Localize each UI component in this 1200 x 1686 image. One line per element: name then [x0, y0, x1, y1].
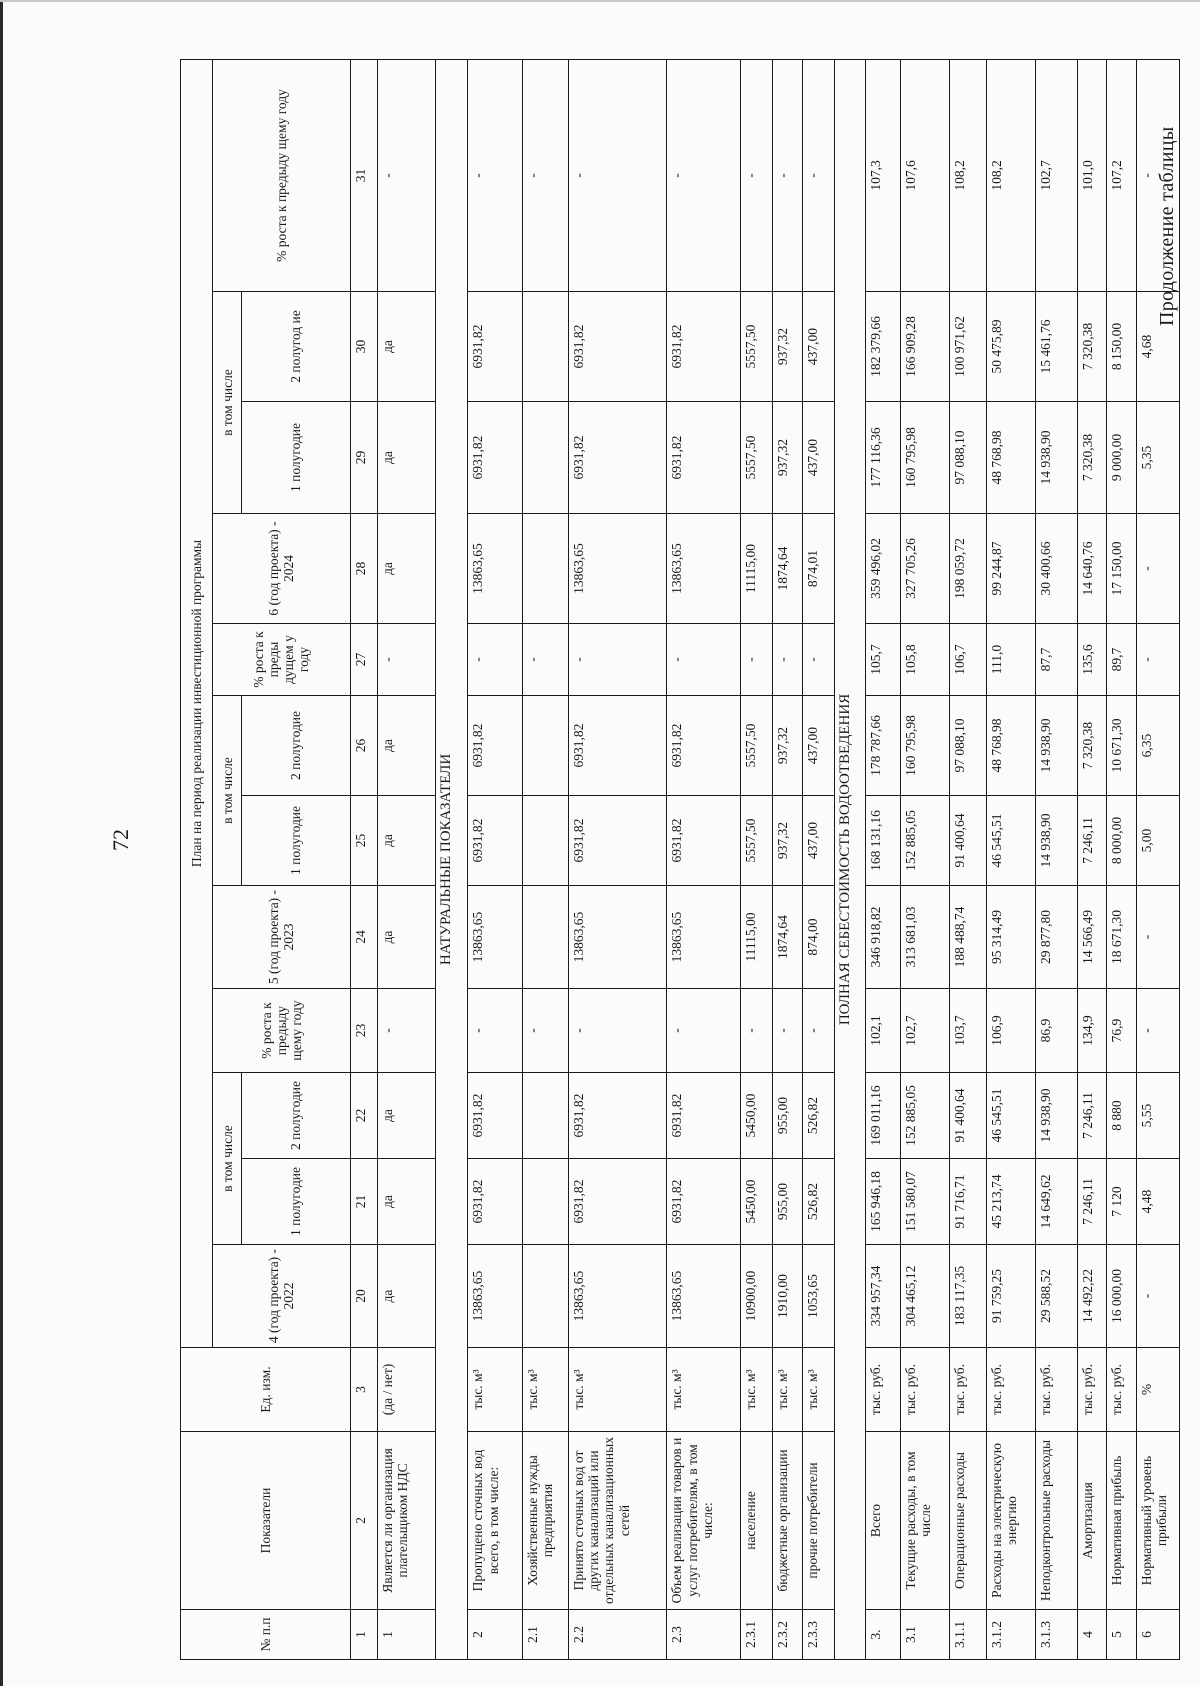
row-3-1-2-col-26: 48 768,98: [986, 696, 1035, 796]
row-2-3-1-no: 2.3.1: [741, 1610, 773, 1660]
row-2-3-3-col-23: -: [802, 989, 834, 1073]
row-4-unit: тыс. руб.: [1077, 1348, 1106, 1432]
vat-row-col-27: -: [377, 624, 436, 696]
row-3-1-2-col-20: 91 759,25: [986, 1245, 1035, 1348]
table-row: [986, 59, 1035, 1659]
row-2-1-col-29: [522, 402, 569, 514]
row-2-col-29: 6931,82: [468, 402, 522, 514]
vat-row-col-24: да: [377, 886, 436, 989]
header-2022-h2: 2 полугодие: [242, 1073, 350, 1159]
table-row: [1035, 59, 1077, 1659]
row-5-col-21: 7 120: [1107, 1159, 1136, 1245]
row-2-col-27: -: [468, 624, 522, 696]
row-3-col-30: 182 379,66: [866, 292, 900, 402]
row-3-1-col-29: 160 795,98: [900, 402, 949, 514]
vat-row-no: 1: [377, 1610, 436, 1660]
row-2-2-col-30: 6931,82: [569, 292, 667, 402]
header-no: № п.п: [181, 1610, 351, 1660]
row-3-1-2-col-27: 111,0: [986, 624, 1035, 696]
row-3-1-2-col-28: 99 244,87: [986, 514, 1035, 624]
row-3-1-2-col-30: 50 475,89: [986, 292, 1035, 402]
row-2-3-1-col-28: 11115,00: [741, 514, 773, 624]
row-3-col-28: 359 496,02: [866, 514, 900, 624]
row-3-1-2-col-22: 46 545,51: [986, 1073, 1035, 1159]
row-5-col-25: 8 000,00: [1107, 796, 1136, 886]
vat-row-col-28: да: [377, 514, 436, 624]
row-6-col-20: -: [1136, 1245, 1179, 1348]
row-2-3-2-indicator: бюджетные организации: [773, 1432, 802, 1610]
column-number: 20: [350, 1245, 377, 1348]
continuation-caption: Продолжение таблицы: [1156, 126, 1178, 326]
row-3-1-3-col-29: 14 938,90: [1035, 402, 1077, 514]
column-number: 30: [350, 292, 377, 402]
row-3-1-1-col-30: 100 971,62: [949, 292, 986, 402]
header-year-2023: 5 (год проекта) - 2023: [212, 886, 350, 989]
row-2-3-2-col-24: 1874,64: [773, 886, 802, 989]
row-2-3-2-col-26: 937,32: [773, 696, 802, 796]
column-number: 27: [350, 624, 377, 696]
page-top-edge: [0, 0, 1200, 2]
vat-row-col-31: -: [377, 59, 436, 291]
table-row: [569, 59, 667, 1659]
row-3-col-27: 105,7: [866, 624, 900, 696]
row-2-3-3-indicator: прочие потребители: [802, 1432, 834, 1610]
row-3-col-25: 168 131,16: [866, 796, 900, 886]
row-3-1-col-24: 313 681,03: [900, 886, 949, 989]
row-3-1-col-23: 102,7: [900, 989, 949, 1073]
vat-row-col-30: да: [377, 292, 436, 402]
row-6-no: 6: [1136, 1610, 1179, 1660]
row-2-1-col-21: [522, 1159, 569, 1245]
row-4-col-26: 7 320,38: [1077, 696, 1106, 796]
section-full-cost: ПОЛНАЯ СЕБЕСТОИМОСТЬ ВОДООТВЕДЕНИЯ: [834, 59, 866, 1659]
row-4-col-24: 14 566,49: [1077, 886, 1106, 989]
row-3-1-col-27: 105,8: [900, 624, 949, 696]
column-number: 28: [350, 514, 377, 624]
header-2024-h1: 1 полугодие: [242, 402, 350, 514]
row-2-3-1-col-27: -: [741, 624, 773, 696]
row-2-3-col-20: 13863,65: [667, 1245, 741, 1348]
row-3-1-1-col-31: 108,2: [949, 59, 986, 291]
row-2-2-no: 2.2: [569, 1610, 667, 1660]
row-2-col-20: 13863,65: [468, 1245, 522, 1348]
row-2-2-col-31: -: [569, 59, 667, 291]
row-2-1-indicator: Хозяйственные нужды предприятия: [522, 1432, 569, 1610]
column-number: 2: [350, 1432, 377, 1610]
row-2-3-col-27: -: [667, 624, 741, 696]
vat-row-col-22: да: [377, 1073, 436, 1159]
page-left-edge: [0, 0, 3, 1686]
row-3-1-3-col-23: 86,9: [1035, 989, 1077, 1073]
column-number: 31: [350, 59, 377, 291]
row-2-col-28: 13863,65: [468, 514, 522, 624]
row-3-1-col-20: 304 465,12: [900, 1245, 949, 1348]
row-4-indicator: Амортизация: [1077, 1432, 1106, 1610]
table-row: [1077, 59, 1106, 1659]
row-2-3-3-col-30: 437,00: [802, 292, 834, 402]
column-number: 1: [350, 1610, 377, 1660]
row-2-col-25: 6931,82: [468, 796, 522, 886]
row-2-3-3-unit: тыс. м³: [802, 1348, 834, 1432]
row-3-1-1-no: 3.1.1: [949, 1610, 986, 1660]
row-2-1-col-31: -: [522, 59, 569, 291]
row-3-1-1-col-29: 97 088,10: [949, 402, 986, 514]
row-3-1-2-col-23: 106,9: [986, 989, 1035, 1073]
row-3-1-indicator: Текущие расходы, в том числе: [900, 1432, 949, 1610]
row-3-1-col-30: 166 909,28: [900, 292, 949, 402]
row-3-1-1-col-20: 183 117,35: [949, 1245, 986, 1348]
row-3-1-1-col-24: 188 488,74: [949, 886, 986, 989]
row-3-1-1-col-27: 106,7: [949, 624, 986, 696]
row-2-3-2-col-23: -: [773, 989, 802, 1073]
row-3-1-1-col-22: 91 400,64: [949, 1073, 986, 1159]
column-number: 25: [350, 796, 377, 886]
row-4-col-28: 14 640,76: [1077, 514, 1106, 624]
vat-row-unit: (да / нет): [377, 1348, 436, 1432]
row-5-col-20: 16 000,00: [1107, 1245, 1136, 1348]
row-2-col-30: 6931,82: [468, 292, 522, 402]
row-2-3-1-col-31: -: [741, 59, 773, 291]
row-6-col-27: -: [1136, 624, 1179, 696]
row-4-col-29: 7 320,38: [1077, 402, 1106, 514]
row-6-col-26: 6,35: [1136, 696, 1179, 796]
column-number: 29: [350, 402, 377, 514]
header-year-2022: 4 (год проекта) - 2022: [212, 1245, 350, 1348]
header-indicator: Показатели: [181, 1432, 351, 1610]
row-3-1-3-col-20: 29 588,52: [1035, 1245, 1077, 1348]
row-3-1-1-col-25: 91 400,64: [949, 796, 986, 886]
header-growth-23: % роста к предыду щему году: [212, 989, 350, 1073]
row-2-3-col-26: 6931,82: [667, 696, 741, 796]
row-5-indicator: Нормативная прибыль: [1107, 1432, 1136, 1610]
row-3-1-1-col-23: 103,7: [949, 989, 986, 1073]
column-number: 21: [350, 1159, 377, 1245]
row-2-2-col-27: -: [569, 624, 667, 696]
header-2023-h1: 1 полугодие: [242, 796, 350, 886]
row-2-3-1-col-29: 5557,50: [741, 402, 773, 514]
row-4-no: 4: [1077, 1610, 1106, 1660]
row-4-col-23: 134,9: [1077, 989, 1106, 1073]
row-5-col-31: 107,2: [1107, 59, 1136, 291]
row-2-1-col-26: [522, 696, 569, 796]
row-3-col-29: 177 116,36: [866, 402, 900, 514]
row-2-3-2-col-31: -: [773, 59, 802, 291]
row-5-col-28: 17 150,00: [1107, 514, 1136, 624]
row-3-1-2-col-31: 108,2: [986, 59, 1035, 291]
row-3-1-col-31: 107,6: [900, 59, 949, 291]
row-2-1-col-30: [522, 292, 569, 402]
row-2-3-col-23: -: [667, 989, 741, 1073]
row-4-col-22: 7 246,11: [1077, 1073, 1106, 1159]
row-3-1-3-col-24: 29 877,80: [1035, 886, 1077, 989]
row-3-1-2-col-24: 95 314,49: [986, 886, 1035, 989]
row-6-col-23: -: [1136, 989, 1179, 1073]
row-2-1-col-20: [522, 1245, 569, 1348]
row-2-col-21: 6931,82: [468, 1159, 522, 1245]
row-2-unit: тыс. м³: [468, 1348, 522, 1432]
header-2023-h2: 2 полугодие: [242, 696, 350, 796]
row-2-3-3-col-31: -: [802, 59, 834, 291]
row-3-1-col-21: 151 580,07: [900, 1159, 949, 1245]
row-6-indicator: Нормативный уровень прибыли: [1136, 1432, 1179, 1610]
row-2-3-3-col-21: 526,82: [802, 1159, 834, 1245]
row-3-col-22: 169 011,16: [866, 1073, 900, 1159]
row-3-1-3-no: 3.1.3: [1035, 1610, 1077, 1660]
table-row: [522, 59, 569, 1659]
row-3-1-2-no: 3.1.2: [986, 1610, 1035, 1660]
row-2-1-unit: тыс. м³: [522, 1348, 569, 1432]
row-3-1-col-25: 152 885,05: [900, 796, 949, 886]
header-unit: Ед. изм.: [181, 1348, 351, 1432]
row-2-3-1-col-23: -: [741, 989, 773, 1073]
row-3-1-2-col-21: 45 213,74: [986, 1159, 1035, 1245]
row-2-1-col-25: [522, 796, 569, 886]
row-3-col-31: 107,3: [866, 59, 900, 291]
row-2-col-26: 6931,82: [468, 696, 522, 796]
row-6-col-22: 5,55: [1136, 1073, 1179, 1159]
row-4-col-31: 101,0: [1077, 59, 1106, 291]
row-5-no: 5: [1107, 1610, 1136, 1660]
row-3-1-no: 3.1: [900, 1610, 949, 1660]
row-3-col-24: 346 918,82: [866, 886, 900, 989]
row-2-1-col-23: -: [522, 989, 569, 1073]
row-2-3-col-30: 6931,82: [667, 292, 741, 402]
row-2-3-indicator: Объем реализации товаров и услуг потребителям, в том числе:: [667, 1432, 741, 1610]
table-row: [741, 59, 773, 1659]
vat-row: [377, 59, 436, 1659]
row-2-2-unit: тыс. м³: [569, 1348, 667, 1432]
row-2-3-col-22: 6931,82: [667, 1073, 741, 1159]
row-6-col-31: -: [1136, 59, 1179, 291]
row-2-3-2-col-30: 937,32: [773, 292, 802, 402]
row-6-col-28: -: [1136, 514, 1179, 624]
row-2-3-2-col-27: -: [773, 624, 802, 696]
row-2-1-col-28: [522, 514, 569, 624]
row-3-indicator: Всего: [866, 1432, 900, 1610]
row-2-3-2-col-28: 1874,64: [773, 514, 802, 624]
row-2-3-1-col-24: 11115,00: [741, 886, 773, 989]
row-4-col-21: 7 246,11: [1077, 1159, 1106, 1245]
column-number: 22: [350, 1073, 377, 1159]
row-3-1-1-col-26: 97 088,10: [949, 696, 986, 796]
row-2-col-31: -: [468, 59, 522, 291]
row-2-3-1-col-26: 5557,50: [741, 696, 773, 796]
row-2-3-2-col-25: 937,32: [773, 796, 802, 886]
row-3-1-1-indicator: Операционные расходы: [949, 1432, 986, 1610]
vat-row-col-20: да: [377, 1245, 436, 1348]
row-5-unit: тыс. руб.: [1107, 1348, 1136, 1432]
row-2-3-1-unit: тыс. м³: [741, 1348, 773, 1432]
row-6-col-25: 5,00: [1136, 796, 1179, 886]
row-2-col-23: -: [468, 989, 522, 1073]
row-3-col-26: 178 787,66: [866, 696, 900, 796]
row-2-3-3-col-24: 874,00: [802, 886, 834, 989]
row-2-3-2-unit: тыс. м³: [773, 1348, 802, 1432]
row-3-1-2-col-25: 46 545,51: [986, 796, 1035, 886]
table-row: [1107, 59, 1136, 1659]
table-row: [667, 59, 741, 1659]
row-5-col-30: 8 150,00: [1107, 292, 1136, 402]
column-number: 3: [350, 1348, 377, 1432]
row-3-1-col-22: 152 885,05: [900, 1073, 949, 1159]
row-2-3-3-col-28: 874,01: [802, 514, 834, 624]
table-row: [949, 59, 986, 1659]
row-3-1-3-col-22: 14 938,90: [1035, 1073, 1077, 1159]
row-2-3-3-col-22: 526,82: [802, 1073, 834, 1159]
row-3-col-21: 165 946,18: [866, 1159, 900, 1245]
row-2-3-3-col-26: 437,00: [802, 696, 834, 796]
rotated-table-wrapper: [180, 60, 1180, 1660]
row-2-3-1-col-20: 10900,00: [741, 1245, 773, 1348]
row-2-1-col-24: [522, 886, 569, 989]
row-2-2-indicator: Принято сточных вод от других канализаций или отдельных канализационных сетей: [569, 1432, 667, 1610]
row-2-3-3-col-27: -: [802, 624, 834, 696]
row-2-3-no: 2.3: [667, 1610, 741, 1660]
row-5-col-27: 89,7: [1107, 624, 1136, 696]
row-6-unit: %: [1136, 1348, 1179, 1432]
row-3-1-1-col-21: 91 716,71: [949, 1159, 986, 1245]
header-2022-h1: 1 полугодие: [242, 1159, 350, 1245]
row-2-indicator: Пропущено сточных вод всего, в том числе:: [468, 1432, 522, 1610]
row-2-2-col-29: 6931,82: [569, 402, 667, 514]
row-2-1-no: 2.1: [522, 1610, 569, 1660]
row-5-col-26: 10 671,30: [1107, 696, 1136, 796]
row-2-3-col-28: 13863,65: [667, 514, 741, 624]
column-number: 24: [350, 886, 377, 989]
row-3-1-1-col-28: 198 059,72: [949, 514, 986, 624]
row-3-1-col-26: 160 795,98: [900, 696, 949, 796]
row-2-3-col-31: -: [667, 59, 741, 291]
row-3-1-unit: тыс. руб.: [900, 1348, 949, 1432]
header-incl-2024: в том числе: [212, 292, 241, 514]
row-2-3-3-col-29: 437,00: [802, 402, 834, 514]
row-3-1-3-col-25: 14 938,90: [1035, 796, 1077, 886]
header-incl-2022: в том числе: [212, 1073, 241, 1245]
row-2-3-1-col-30: 5557,50: [741, 292, 773, 402]
row-4-col-25: 7 246,11: [1077, 796, 1106, 886]
row-2-3-1-indicator: население: [741, 1432, 773, 1610]
row-2-3-col-29: 6931,82: [667, 402, 741, 514]
vat-row-col-26: да: [377, 696, 436, 796]
row-2-2-col-21: 6931,82: [569, 1159, 667, 1245]
row-2-2-col-25: 6931,82: [569, 796, 667, 886]
row-3-1-3-col-21: 14 649,62: [1035, 1159, 1077, 1245]
investment-plan-table: [180, 59, 1180, 1660]
row-3-1-3-col-30: 15 461,76: [1035, 292, 1077, 402]
row-3-1-col-28: 327 705,26: [900, 514, 949, 624]
vat-row-col-25: да: [377, 796, 436, 886]
column-number-row: [350, 59, 377, 1659]
column-number: 23: [350, 989, 377, 1073]
row-6-col-21: 4,48: [1136, 1159, 1179, 1245]
table-row: [1136, 59, 1179, 1659]
row-2-col-22: 6931,82: [468, 1073, 522, 1159]
row-4-col-30: 7 320,38: [1077, 292, 1106, 402]
row-2-2-col-28: 13863,65: [569, 514, 667, 624]
column-number: 26: [350, 696, 377, 796]
row-3-1-3-unit: тыс. руб.: [1035, 1348, 1077, 1432]
row-3-1-2-indicator: Расходы на электрическую энергию: [986, 1432, 1035, 1610]
row-2-3-2-no: 2.3.2: [773, 1610, 802, 1660]
row-2-3-3-no: 2.3.3: [802, 1610, 834, 1660]
row-5-col-24: 18 671,30: [1107, 886, 1136, 989]
row-2-3-col-25: 6931,82: [667, 796, 741, 886]
row-5-col-29: 9 000,00: [1107, 402, 1136, 514]
row-3-1-3-col-26: 14 938,90: [1035, 696, 1077, 796]
header-year-2024: 6 (год проекта) - 2024: [212, 514, 350, 624]
row-2-3-1-col-22: 5450,00: [741, 1073, 773, 1159]
table-row: [773, 59, 802, 1659]
table-row: [802, 59, 834, 1659]
row-6-col-24: -: [1136, 886, 1179, 989]
row-2-3-2-col-29: 937,32: [773, 402, 802, 514]
vat-row-col-29: да: [377, 402, 436, 514]
header-2024-h2: 2 полугод ие: [242, 292, 350, 402]
page-number: 72: [108, 829, 133, 851]
table-row: [866, 59, 900, 1659]
row-3-col-20: 334 957,34: [866, 1245, 900, 1348]
row-2-3-2-col-22: 955,00: [773, 1073, 802, 1159]
vat-row-col-21: да: [377, 1159, 436, 1245]
row-2-2-col-26: 6931,82: [569, 696, 667, 796]
row-3-1-3-col-28: 30 400,66: [1035, 514, 1077, 624]
row-5-col-23: 76,9: [1107, 989, 1136, 1073]
row-6-col-29: 5,35: [1136, 402, 1179, 514]
row-4-col-20: 14 492,22: [1077, 1245, 1106, 1348]
row-2-2-col-20: 13863,65: [569, 1245, 667, 1348]
header-growth-27: % роста к преды дущем у году: [212, 624, 350, 696]
row-3-1-1-unit: тыс. руб.: [949, 1348, 986, 1432]
row-2-2-col-24: 13863,65: [569, 886, 667, 989]
row-2-3-3-col-20: 1053,65: [802, 1245, 834, 1348]
vat-row-col-23: -: [377, 989, 436, 1073]
row-2-1-col-22: [522, 1073, 569, 1159]
row-2-3-col-24: 13863,65: [667, 886, 741, 989]
table-row: [900, 59, 949, 1659]
row-2-3-col-21: 6931,82: [667, 1159, 741, 1245]
row-2-3-2-col-20: 1910,00: [773, 1245, 802, 1348]
row-2-col-24: 13863,65: [468, 886, 522, 989]
row-2-2-col-22: 6931,82: [569, 1073, 667, 1159]
row-2-3-3-col-25: 437,00: [802, 796, 834, 886]
section-natural-indicators: НАТУРАЛЬНЫЕ ПОКАЗАТЕЛИ: [436, 59, 468, 1659]
row-3-no: 3.: [866, 1610, 900, 1660]
row-2-no: 2: [468, 1610, 522, 1660]
row-3-1-3-col-31: 102,7: [1035, 59, 1077, 291]
row-4-col-27: 135,6: [1077, 624, 1106, 696]
row-2-1-col-27: -: [522, 624, 569, 696]
row-5-col-22: 8 880: [1107, 1073, 1136, 1159]
row-2-3-1-col-21: 5450,00: [741, 1159, 773, 1245]
row-3-1-3-indicator: Неподконтрольные расходы: [1035, 1432, 1077, 1610]
header-plan: План на период реализации инвестиционной программы: [181, 59, 213, 1347]
row-3-col-23: 102,1: [866, 989, 900, 1073]
row-3-1-2-col-29: 48 768,98: [986, 402, 1035, 514]
header-incl-2023: в том числе: [212, 696, 241, 886]
row-3-1-3-col-27: 87,7: [1035, 624, 1077, 696]
row-3-1-2-unit: тыс. руб.: [986, 1348, 1035, 1432]
header-growth-31: % роста к предыду щему году: [212, 59, 350, 291]
row-2-3-1-col-25: 5557,50: [741, 796, 773, 886]
row-2-3-2-col-21: 955,00: [773, 1159, 802, 1245]
row-2-2-col-23: -: [569, 989, 667, 1073]
row-3-unit: тыс. руб.: [866, 1348, 900, 1432]
table-row: [468, 59, 522, 1659]
row-2-3-unit: тыс. м³: [667, 1348, 741, 1432]
row-6-col-30: 4,68: [1136, 292, 1179, 402]
vat-row-indicator: Является ли организация плательщиком НДС: [377, 1432, 436, 1610]
